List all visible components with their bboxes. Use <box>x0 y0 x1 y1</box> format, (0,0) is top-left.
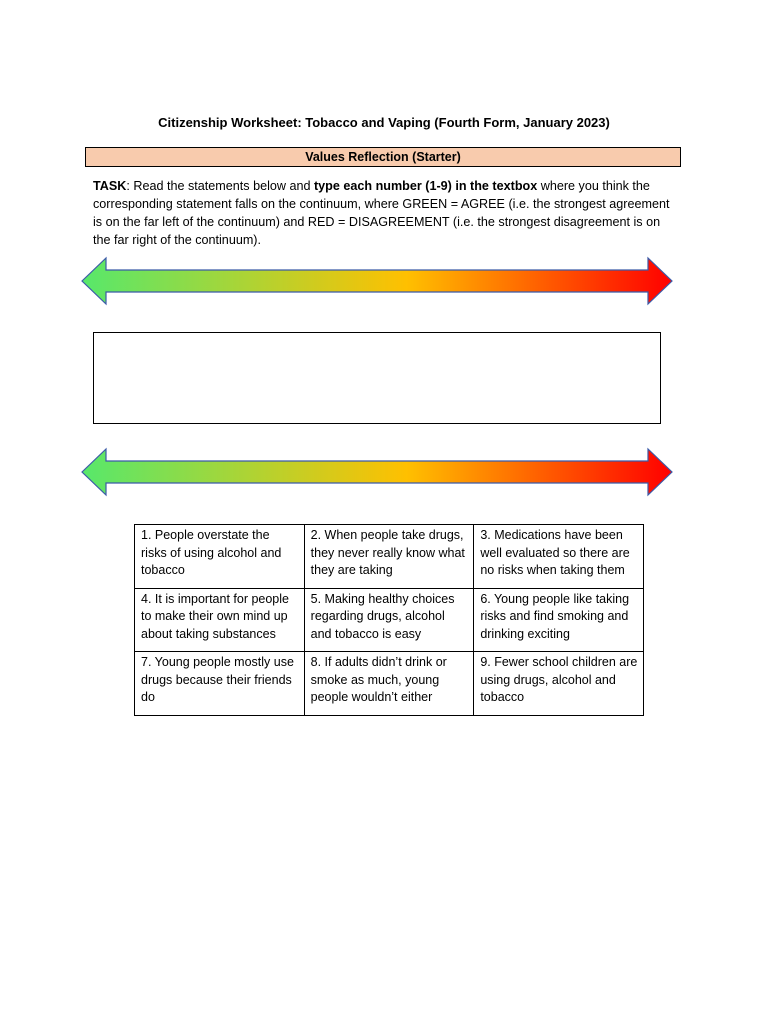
page-title: Citizenship Worksheet: Tobacco and Vaping (Fourth Form, January 2023) <box>158 115 610 130</box>
statement-cell: 1. People overstate the risks of using alcohol and tobacco <box>135 525 305 589</box>
task-label: TASK <box>93 179 127 193</box>
task-instructions <box>93 177 673 249</box>
statement-cell: 3. Medications have been well evaluated so there are no risks when taking them <box>474 525 644 589</box>
task-bold-phrase: type each number (1-9) in the textbox <box>313 179 538 193</box>
statement-cell: 2. When people take drugs, they never really know what they are taking <box>304 525 474 589</box>
table-row <box>135 525 644 589</box>
task-colon: : <box>126 179 134 193</box>
table-row <box>135 588 644 652</box>
statement-cell: 7. Young people mostly use drugs because their friends do <box>135 652 305 716</box>
statement-cell: 9. Fewer school children are using drugs, alcohol and tobacco <box>474 652 644 716</box>
section-header: Values Reflection (Starter) <box>85 147 681 167</box>
statements-table <box>134 524 644 716</box>
continuum-arrow-top <box>80 256 674 306</box>
statement-cell: 5. Making healthy choices regarding drugs, alcohol and tobacco is easy <box>304 588 474 652</box>
statement-cell: 6. Young people like taking risks and find smoking and drinking exciting <box>474 588 644 652</box>
table-row <box>135 652 644 716</box>
statement-cell: 4. It is important for people to make their own mind up about taking substances <box>135 588 305 652</box>
task-text-part1: Read the statements below and <box>133 179 314 193</box>
continuum-arrow-bottom <box>80 447 674 497</box>
task-text-part2: where you think the corresponding statement falls on the continuum, where GREEN = AGREE (i.e. the strongest agreement is on the far left of the continuum) and RED = DISAGREEMENT (i.e. the strongest disagreement is on the far right of the continuum). <box>93 179 670 247</box>
statement-cell: 8. If adults didn’t drink or smoke as much, young people wouldn’t either <box>304 652 474 716</box>
answer-textbox[interactable] <box>93 332 661 424</box>
